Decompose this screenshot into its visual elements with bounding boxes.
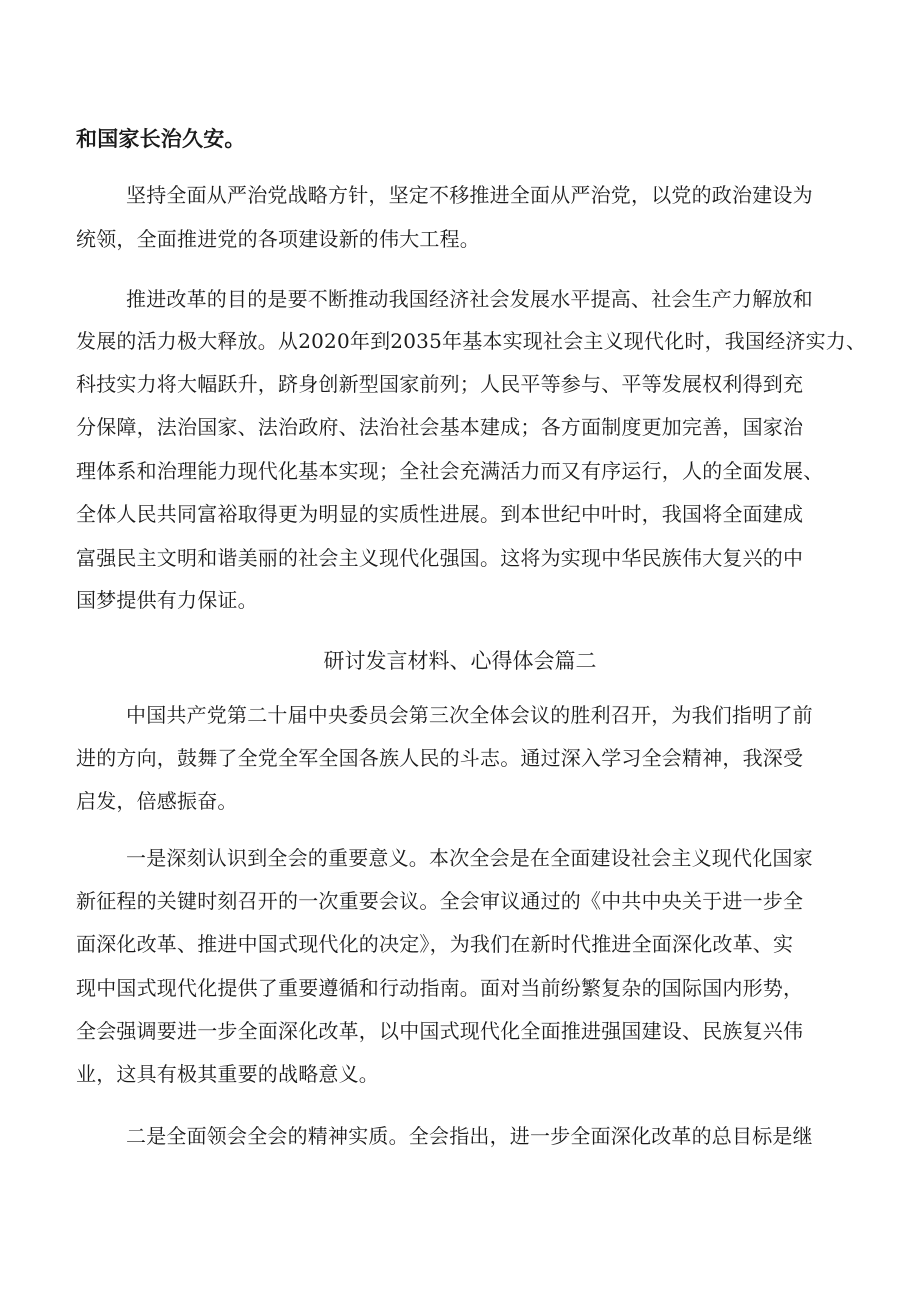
paragraph-4-line-2: 新征程的关键时刻召开的一次重要会议。全会审议通过的《中共中央关于进一步全 <box>76 889 804 913</box>
paragraph-2-line-6: 全体人民共同富裕取得更为明显的实质性进展。到本世纪中叶时，我国将全面建成 <box>76 502 804 526</box>
paragraph-2-line-2: 发展的活力极大释放。从2020年到2035年基本实现社会主义现代化时，我国经济实力、 <box>76 329 866 353</box>
paragraph-2-line-4: 分保障，法治国家、法治政府、法治社会基本建成；各方面制度更加完善，国家治 <box>76 415 804 439</box>
paragraph-4-line-4: 现中国式现代化提供了重要遵循和行动指南。面对当前纷繁复杂的国际国内形势， <box>76 976 804 1000</box>
paragraph-1-line-2: 统领，全面推进党的各项建设新的伟大工程。 <box>76 227 480 251</box>
paragraph-4-line-6: 业，这具有极其重要的战略意义。 <box>76 1062 379 1086</box>
paragraph-1-line-1: 坚持全面从严治党战略方针，坚定不移推进全面从严治党，以党的政治建设为 <box>126 183 813 207</box>
paragraph-4-line-3: 面深化改革、推进中国式现代化的决定》，为我们在新时代推进全面深化改革、实 <box>76 932 794 956</box>
paragraph-2-line-7: 富强民主文明和谐美丽的社会主义现代化强国。这将为实现中华民族伟大复兴的中 <box>76 546 804 570</box>
paragraph-2-line-5: 理体系和治理能力现代化基本实现；全社会充满活力而又有序运行，人的全面发展、 <box>76 459 824 483</box>
paragraph-5-line-1: 二是全面领会全会的精神实质。全会指出，进一步全面深化改革的总目标是继 <box>126 1124 813 1148</box>
paragraph-4-line-5: 全会强调要进一步全面深化改革，以中国式现代化全面推进强国建设、民族复兴伟 <box>76 1019 804 1043</box>
intro-line: 和国家长治久安。 <box>76 127 246 151</box>
paragraph-2-line-8: 国梦提供有力保证。 <box>76 588 258 612</box>
paragraph-2-line-3: 科技实力将大幅跃升，跻身创新型国家前列；人民平等参与、平等发展权利得到充 <box>76 372 804 396</box>
section-heading: 研讨发言材料、心得体会篇二 <box>323 649 597 673</box>
paragraph-3-line-1: 中国共产党第二十届中央委员会第三次全体会议的胜利召开，为我们指明了前 <box>126 703 813 727</box>
paragraph-2-line-1: 推进改革的目的是要不断推动我国经济社会发展水平提高、社会生产力解放和 <box>126 287 813 311</box>
paragraph-4-line-1: 一是深刻认识到全会的重要意义。本次全会是在全面建设社会主义现代化国家 <box>126 846 813 870</box>
paragraph-3-line-3: 启发，倍感振奋。 <box>76 789 238 813</box>
paragraph-3-line-2: 进的方向，鼓舞了全党全军全国各族人民的斗志。通过深入学习全会精神，我深受 <box>76 746 804 770</box>
